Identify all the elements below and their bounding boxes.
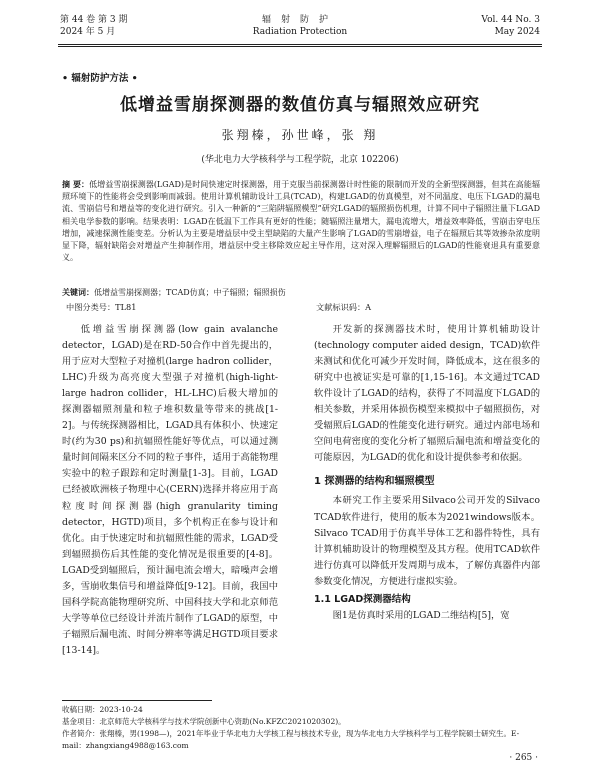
keywords-label: 关键词：: [62, 287, 94, 297]
journal-title-en: Radiation Protection: [252, 27, 348, 37]
paragraph: 低增益雪崩探测器(low gain avalanche detector，LGAD)是在RD-50合作中首先提出的，用于应对大型粒子对撞机(large hadron collider，LHC)升级为高亮度大型强子对撞机(high-light-large hadron collider，HL-LHC)后极大增加的探测器辐照剂量和粒子堆积数量等带来的挑战[1-2]。与传统探测器相比，LGAD具有体积小、快速定时(约为30 ps)和抗辐照性能好等优点，可以通过测量时间间隔来区分不同的粒子事件，适用于高能物理实验中的粒子跟踪和定时测量[1-3]。目前，LGAD已经被欧洲核子物理中心(CERN)选择并将应用于高粒度时间探测器(high granularity timing detector，HGTD)项目，多个机构正在参与设计和优化。由于快速定时和抗辐照性能的需求，LGAD受到辐照损伤后其性能的变化情况是很重要的[4-8]。LGAD受到辐照后，预计漏电流会增大，暗噪声会增多，雪崩收集信号和增益降低[9-12]。目前，我国中国科学院高能物理研究所、中国科技大学和北京师范大学等单位已经设计并流片制作了LGAD的原型，中子辐照后漏电流、时间分辨率等满足HGTD项目要求[13-14]。: [62, 324, 278, 656]
volume-issue-en: Vol. 44 No. 3: [481, 15, 540, 25]
header-rule: [58, 44, 542, 45]
received-date: 收稿日期：2023-10-24: [62, 705, 143, 714]
date-en: May 2024: [494, 27, 540, 37]
section-heading: 1 探测器的结构和辐照模型: [314, 476, 435, 488]
right-column: [314, 322, 540, 624]
footnote-rule: [62, 700, 212, 701]
left-column: [62, 322, 278, 659]
author-list: 张翔榛，孙世峰，张 翔: [221, 128, 379, 142]
abstract: [62, 178, 540, 264]
paragraph: 本研究工作主要采用Silvaco公司开发的Silvaco TCAD软件进行，使用的版本为2021windows版本。Silvaco TCAD用于仿真半导体工艺和器件特性，具有计算机辅助设计的物理模型及其方程。使用TCAD软件进行仿真可以降低开发周期与成本，了解仿真器件内部参数变化情况，方便进行虚拟实验。: [314, 495, 540, 587]
header-rule-2: [58, 46, 542, 47]
running-header: [0, 14, 600, 44]
keywords-text: 低增益雪崩探测器；TCAD仿真；中子辐照；辐照损伤: [94, 288, 286, 297]
affiliation: (华北电力大学核科学与工程学院，北京 102206): [201, 155, 399, 165]
header-right: [481, 14, 540, 38]
subsection-heading: 1.1 LGAD探测器结构: [314, 593, 411, 605]
journal-title-cn: 辐射防护: [261, 15, 338, 25]
abstract-label: 摘 要：: [62, 179, 90, 189]
article-title: 低增益雪崩探测器的数值仿真与辐照效应研究: [120, 95, 480, 115]
keywords: [62, 287, 540, 298]
page-number: · 265 ·: [509, 753, 538, 763]
footnote: [62, 704, 540, 752]
abstract-text: 低增益雪崩探测器(LGAD)是时间快速定时探测器，用于克服当前探测器计时性能的限制而开发的全新型探测器，但其在高能辐照环境下的性能将会受到影响而减弱。使用计算机辅助设计工具(TCAD)，构建LGAD的仿真模型，对不同温度、电压下LGAD的漏电流、雪崩信号和增益等的变化进行研究。引入一种新的“三陷阱辐照模型”研究LGAD的辐照损伤机理，计算不同中子辐照注量下LGAD相关电学参数的影响。结果表明：LGAD在低温下工作具有更好的性能；随辐照注量增大，漏电流增大，增益效率降低，雪崩击穿电压增加，减速探测性能变差。分析认为主要是增益层中受主型缺陷的大量产生影响了LGAD的雪崩增益，电子在辐照后其等效掺杂浓度明显下降，辐射缺陷会对增益产生抑制作用，增益层中受主移除效应起主导作用，这对深入理解辐照后的LGAD的性能衰退具有重要意义。: [62, 180, 540, 263]
paragraph: 图1是仿真时采用的LGAD二维结构[5]，宽: [332, 609, 510, 621]
volume-issue: 第 44 卷 第 3 期: [60, 15, 128, 25]
author-bio: 作者简介：张翔榛，男(1998—)，2021年毕业于华北电力大学核工程与核技术专业，现为华北电力大学核科学与工程学院硕士研究生。E-mail：zhangxiang4988@163.com: [62, 729, 520, 750]
fund-info: 基金项目：北京师范大学核科学与技术学院创新中心资助(No.KFZC2021020302)。: [62, 717, 346, 726]
paragraph: 开发新的探测器技术时，使用计算机辅助设计(technology computer aided design，TCAD)软件来测试和优化可减少开发时间，降低成本，这在很多的研究中也被证实是可靠的[1,15-16]。本文通过TCAD软件设计了LGAD的结构，获得了不同温度下LGAD的相关参数，并采用体损伤模型来模拟中子辐照损伤，对受辐照后LGAD的性能变化进行研究。通过内部电场和空间电荷密度的变化分析了辐照后漏电流和增益变化的可能原因，为LGAD的优化和设计提供参考和依据。: [314, 324, 540, 464]
year-month: 2024 年 5 月: [60, 27, 116, 37]
column-label: • 辐射防护方法 •: [62, 73, 138, 84]
document-code: 文献标识码：A: [316, 302, 372, 312]
clc-number: 中图分类号：TL81: [66, 302, 137, 312]
